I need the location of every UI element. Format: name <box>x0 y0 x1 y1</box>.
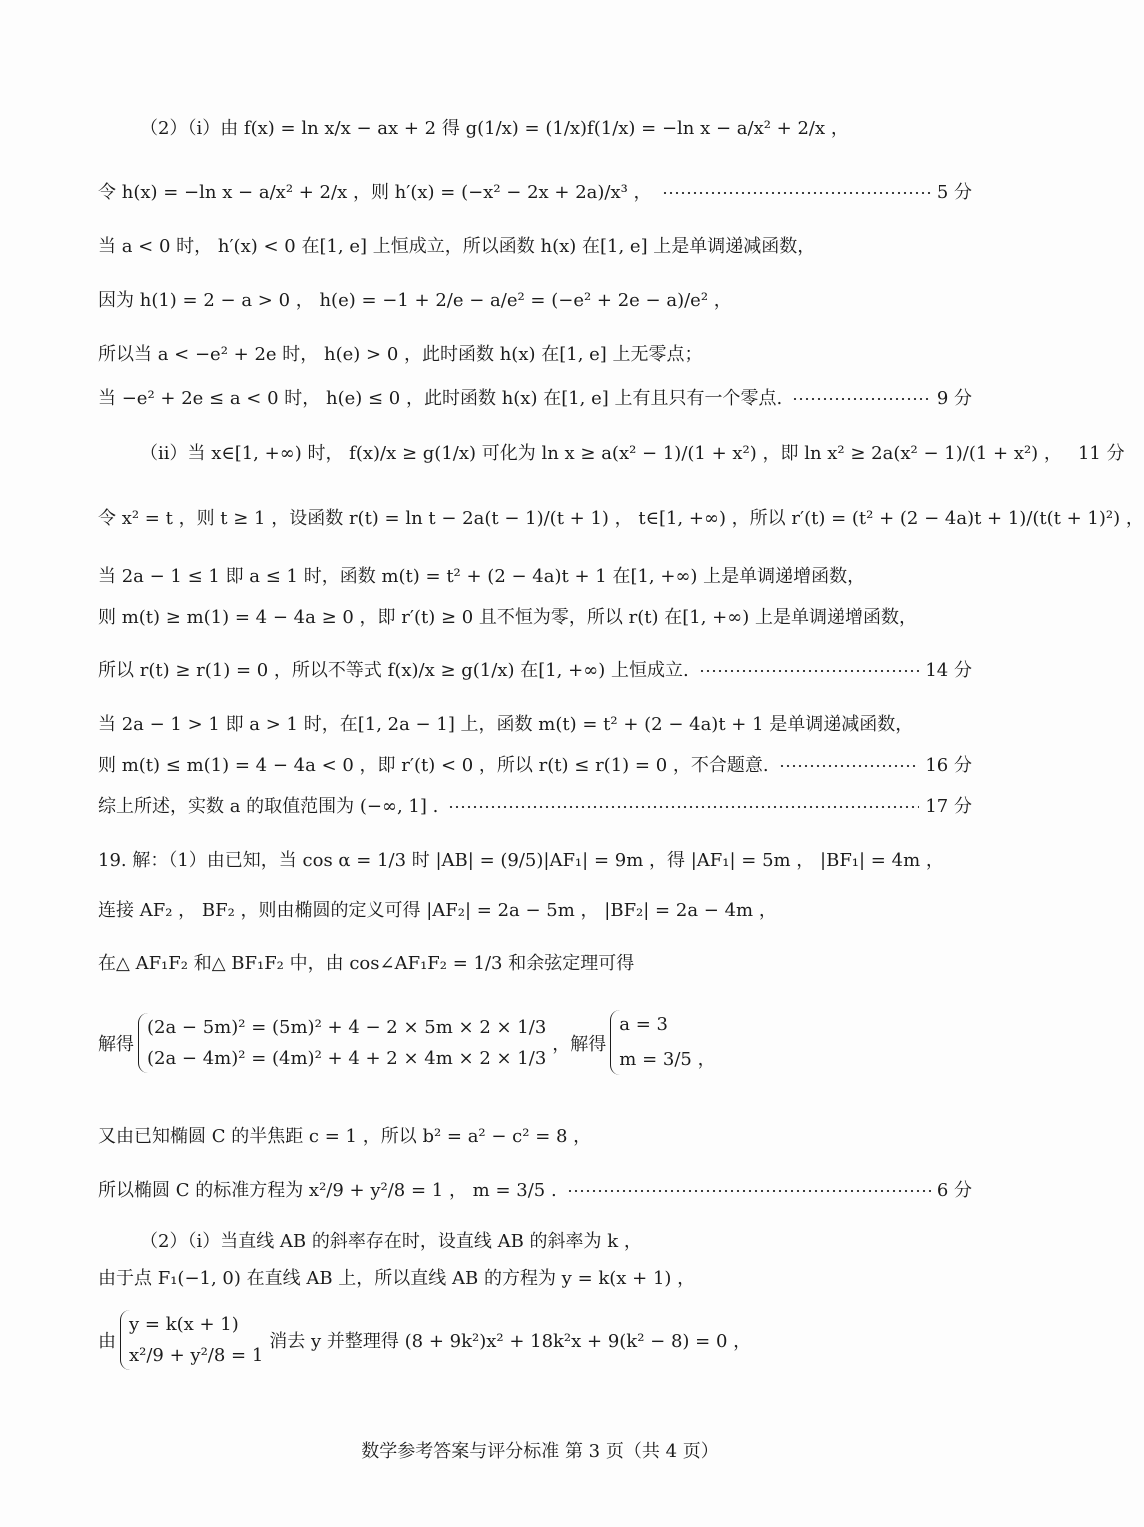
solution-line: 在△ AF₁F₂ 和△ BF₁F₂ 中，由 cos∠AF₁F₂ = 1/3 和余弦定理可得 <box>98 953 635 974</box>
solution-line: 所以椭圆 C 的标准方程为 x²/9 + y²/8 = 1 ， m = 3/5 . 6 分 <box>98 1180 972 1201</box>
score-leader <box>792 398 931 400</box>
system-equation: x²/9 + y²/8 = 1 <box>129 1345 264 1366</box>
solution-line: （ii）当 x∈[1, +∞) 时， f(x)/x ≥ g(1/x) 可化为 ln x ≥ a(x² − 1)/(1 + x²) ，即 ln x² ≥ 2a(x² − 1)/(1 + x²) ， 11 分 <box>140 443 1125 464</box>
score-mark: 6 分 <box>936 1180 972 1201</box>
solution-line: （2）（i）由 f(x) = ln x/x − ax + 2 得 g(1/x) = (1/x)f(1/x) = −ln x − a/x² + 2/x ， <box>140 118 849 139</box>
solution-line: 综上所述，实数 a 的取值范围为 (−∞, 1] . 17 分 <box>98 796 972 817</box>
system-label: 由 <box>98 1331 116 1352</box>
score-leader <box>779 765 920 767</box>
solution-line: 又由已知椭圆 C 的半焦距 c = 1 ，所以 b² = a² − c² = 8 ， <box>98 1126 592 1147</box>
system-brace <box>120 1310 263 1370</box>
solution-brace <box>610 1010 715 1075</box>
solution-line: 因为 h(1) = 2 − a > 0 ， h(e) = −1 + 2/e − a/e² = (−e² + 2e − a)/e² ， <box>98 290 732 311</box>
solution-line: 令 x² = t ，则 t ≥ 1 ，设函数 r(t) = ln t − 2a(t − 1)/(t + 1) ， t∈[1, +∞) ，所以 r′(t) = (t² + (2 − 4a)t + 1)/(t(t + 1)²) ， <box>98 508 1144 529</box>
solution-line: 则 m(t) ≤ m(1) = 4 − 4a < 0 ，即 r′(t) < 0 ，所以 r(t) ≤ r(1) = 0 ，不合题意. 16 分 <box>98 755 972 776</box>
equation-system-2 <box>98 1310 751 1370</box>
system-equation: (2a − 4m)² = (4m)² + 4 + 2 × 4m × 2 × 1/3 <box>147 1047 547 1069</box>
system-equation: (2a − 5m)² = (5m)² + 4 − 2 × 5m × 2 × 1/3 <box>147 1016 547 1038</box>
system-label: 解得 <box>98 1033 134 1055</box>
page-footer: 数学参考答案与评分标准 第 3 页（共 4 页） <box>361 1441 719 1462</box>
solution-line: 当 2a − 1 ≤ 1 即 a ≤ 1 时，函数 m(t) = t² + (2 − 4a)t + 1 在[1, +∞) 上是单调递增函数， <box>98 566 866 587</box>
score-mark: 14 分 <box>925 660 972 681</box>
system-result: 消去 y 并整理得 (8 + 9k²)x² + 18k²x + 9(k² − 8) = 0 ， <box>269 1331 752 1352</box>
solution-value: a = 3 <box>619 1014 668 1035</box>
system-brace <box>138 1013 546 1073</box>
solution-line: 当 2a − 1 > 1 即 a > 1 时，在[1, 2a − 1] 上，函数 m(t) = t² + (2 − 4a)t + 1 是单调递减函数， <box>98 714 914 735</box>
score-mark: 16 分 <box>925 755 972 776</box>
score-leader <box>567 1190 931 1192</box>
solution-line: 由于点 F₁(−1, 0) 在直线 AB 上，所以直线 AB 的方程为 y = k(x + 1) ， <box>98 1268 696 1289</box>
score-leader <box>662 192 931 194</box>
problem-19-intro: 19. 解：（1）由已知，当 cos α = 1/3 时 |AB| = (9/5)|AF₁| = 9m ，得 |AF₁| = 5m ， |BF₁| = 4m ， <box>98 850 944 871</box>
solution-line: 所以 r(t) ≥ r(1) = 0 ，所以不等式 f(x)/x ≥ g(1/x) 在[1, +∞) 上恒成立. 14 分 <box>98 660 972 681</box>
score-leader <box>699 670 920 672</box>
score-mark: 5 分 <box>936 182 972 203</box>
equation-system-1 <box>98 1010 716 1075</box>
solution-line: 令 h(x) = −ln x − a/x² + 2/x ，则 h′(x) = (−x² − 2x + 2a)/x³ ， 5 分 <box>98 182 972 203</box>
solution-line: 则 m(t) ≥ m(1) = 4 − 4a ≥ 0 ，即 r′(t) ≥ 0 且不恒为零，所以 r(t) 在[1, +∞) 上是单调递增函数， <box>98 607 917 628</box>
score-mark: 9 分 <box>936 388 972 409</box>
score-leader <box>448 806 919 808</box>
solution-line: 所以当 a < −e² + 2e 时， h(e) > 0 ，此时函数 h(x) 在[1, e] 上无零点； <box>98 344 703 365</box>
solution-line: 当 −e² + 2e ≤ a < 0 时， h(e) ≤ 0 ，此时函数 h(x) 在[1, e] 上有且只有一个零点. 9 分 <box>98 388 972 409</box>
solution-line: 连接 AF₂ ， BF₂ ，则由椭圆的定义可得 |AF₂| = 2a − 5m ， |BF₂| = 2a − 4m ， <box>98 900 777 921</box>
score-mark: 17 分 <box>925 796 972 817</box>
score-mark: 11 分 <box>1077 443 1125 464</box>
solution-line: （2）（ⅰ）当直线 AB 的斜率存在时，设直线 AB 的斜率为 k ， <box>140 1231 642 1252</box>
system-equation: y = k(x + 1) <box>129 1314 239 1335</box>
solution-value: m = 3/5 ， <box>619 1049 716 1070</box>
system-connector: ，解得 <box>552 1033 607 1055</box>
solution-line: 当 a < 0 时， h′(x) < 0 在[1, e] 上恒成立，所以函数 h(x) 在[1, e] 上是单调递减函数， <box>98 236 816 257</box>
